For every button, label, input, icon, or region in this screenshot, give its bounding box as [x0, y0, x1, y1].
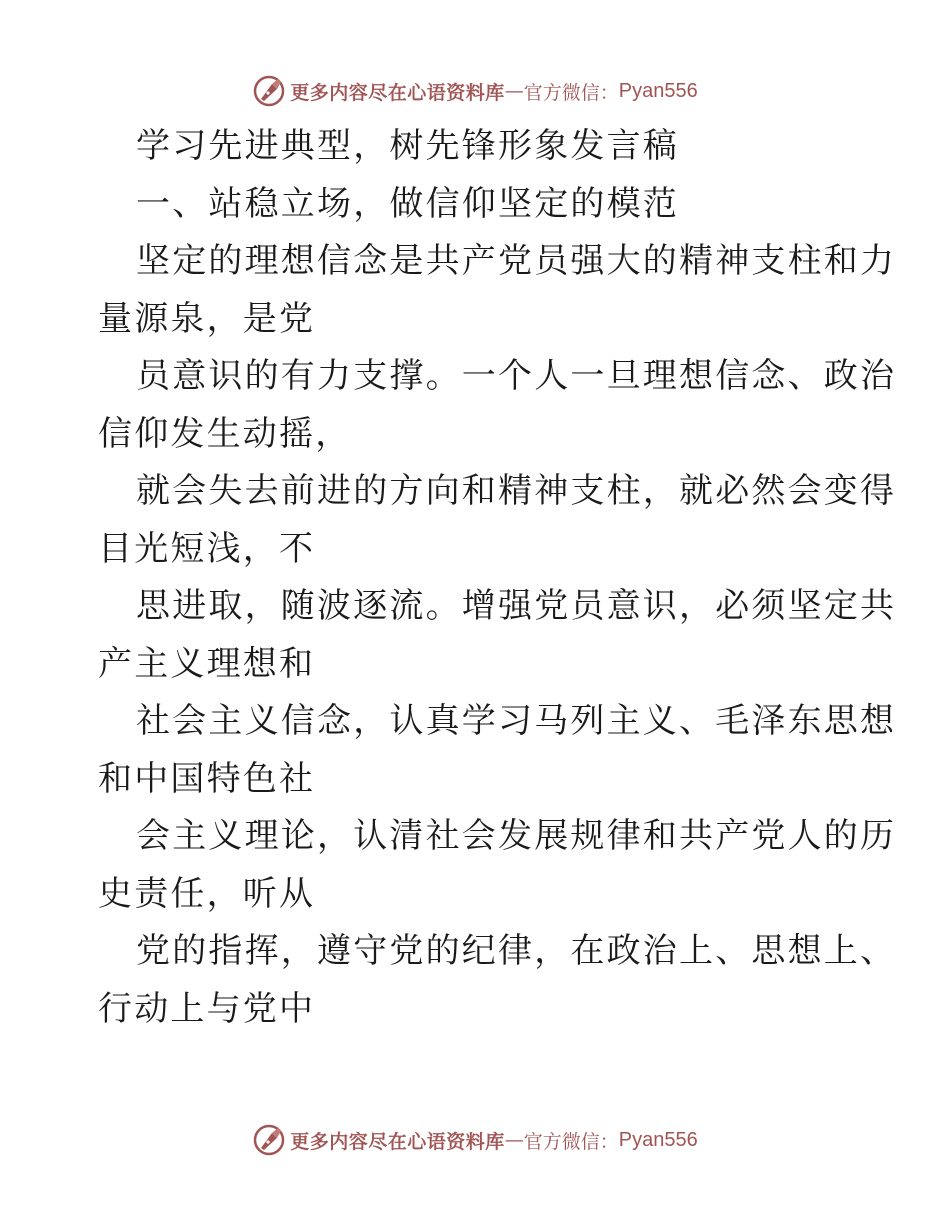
paragraph-line: 和中国特色社: [98, 758, 316, 799]
banner-wechat-label: 官方微信：: [523, 81, 619, 104]
paragraph-line: 员意识的有力支撑。一个人一旦理想信念、政治: [136, 356, 897, 396]
paragraph-line: 坚定的理想信念是共产党员强大的精神支柱和力: [136, 241, 897, 281]
paragraph-line: 目光短浅，不: [98, 528, 316, 569]
paragraph-line: 社会主义信念，认真学习马列主义、毛泽东思想: [136, 701, 897, 741]
footer-banner: [0, 1120, 950, 1160]
banner-separator: —: [504, 80, 524, 102]
paragraph-line: 信仰发生动摇，: [98, 413, 352, 454]
header-banner: [0, 71, 950, 111]
paragraph-line: 行动上与党中: [98, 988, 316, 1029]
pen-nib-circle-icon: [252, 74, 286, 108]
banner-brand: 更多内容尽在心语资料库: [290, 1130, 505, 1153]
pen-nib-circle-icon: [252, 1123, 286, 1157]
paragraph-line: 史责任，听从: [98, 873, 316, 914]
banner-separator: —: [504, 1129, 524, 1151]
paragraph-line: 思进取，随波逐流。增强党员意识，必须坚定共: [136, 586, 897, 626]
banner-wechat-label: 官方微信：: [523, 1130, 619, 1153]
document-title: 学习先进典型，树先锋形象发言稿: [136, 126, 679, 166]
paragraph-line: 党的指挥，遵守党的纪律，在政治上、思想上、: [136, 931, 897, 971]
banner-wechat-id: Pyan556: [618, 1128, 698, 1151]
paragraph-line: 量源泉，是党: [98, 298, 316, 339]
paragraph-line: 就会失去前进的方向和精神支柱，就必然会变得: [136, 471, 897, 511]
banner-brand: 更多内容尽在心语资料库: [290, 81, 505, 104]
paragraph-line: 产主义理想和: [98, 643, 316, 684]
banner-wechat-id: Pyan556: [618, 79, 698, 102]
paragraph-line: 会主义理论，认清社会发展规律和共产党人的历: [136, 816, 897, 856]
document-body: [98, 118, 897, 1038]
section-heading: 一、站稳立场，做信仰坚定的模范: [136, 183, 679, 224]
